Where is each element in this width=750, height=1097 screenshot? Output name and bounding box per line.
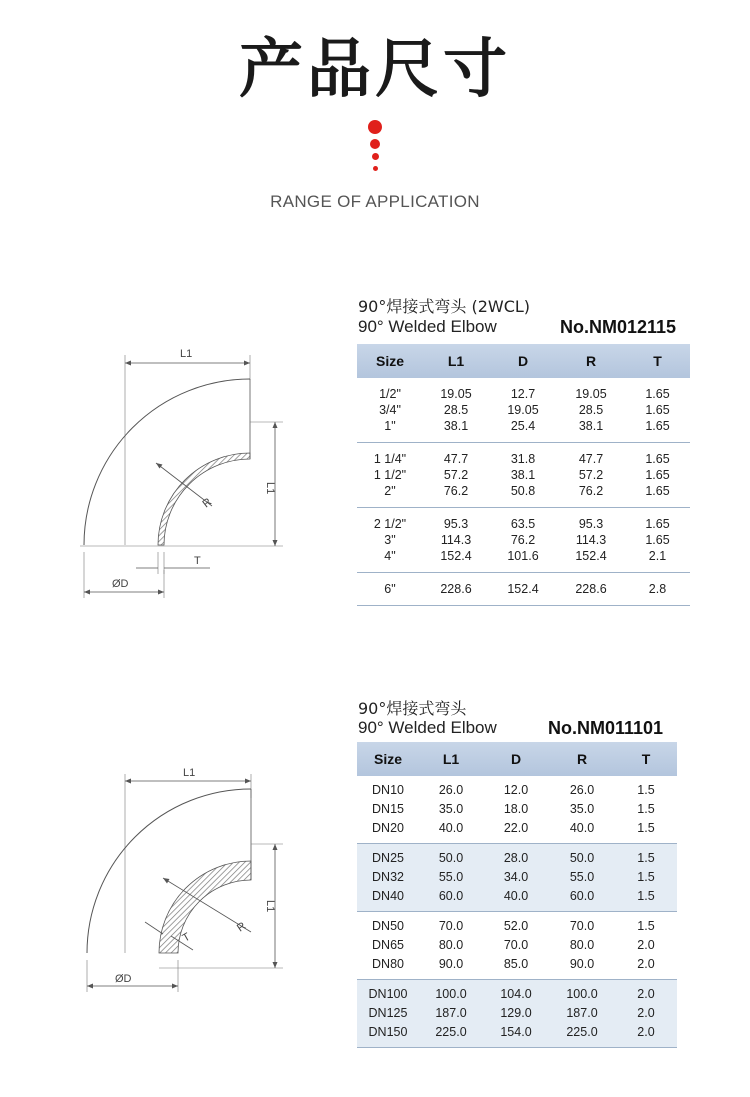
cell-l1: 19.05	[440, 387, 472, 401]
cell-l1: 70.0	[438, 919, 464, 933]
row-group	[357, 508, 690, 573]
table-row	[357, 868, 677, 887]
row-group	[357, 573, 690, 606]
cell-size: DN25	[357, 844, 419, 869]
cell-r: 60.0	[549, 887, 615, 912]
cell-t: 1.65	[645, 468, 670, 482]
cell-r: 19.05	[575, 387, 607, 401]
cell-d: 40.0	[483, 887, 549, 912]
cell-l1: 28.5	[443, 403, 469, 417]
cell-size: DN50	[372, 919, 404, 933]
cell-l1: 80.0	[438, 938, 464, 952]
cell-l1: 95.3	[443, 517, 469, 531]
cell-r: 40.0	[549, 819, 615, 844]
cell-r: 47.7	[578, 452, 604, 466]
cell-d: 34.0	[483, 868, 549, 887]
cell-t: 1.5	[637, 919, 655, 933]
table-row	[357, 819, 677, 844]
cell-d: 52.0	[503, 919, 529, 933]
cell-size: 1 1/4"	[373, 452, 407, 466]
cell-l1: 40.0	[419, 819, 483, 844]
cell-size: DN150	[357, 1023, 419, 1048]
cell-size: 4"	[357, 548, 423, 573]
column-header-d: D	[489, 344, 557, 378]
cell-t: 1.65	[625, 483, 690, 508]
label-radius: R	[200, 496, 215, 511]
cell-t: 1.65	[645, 403, 670, 417]
cell-l1: 76.2	[423, 483, 489, 508]
cell-l1: 228.6	[423, 573, 489, 606]
cell-t: 1.5	[615, 868, 677, 887]
cell-t: 2.0	[615, 1023, 677, 1048]
cell-size: 3/4"	[379, 403, 401, 417]
product-1-number: No.NM012115	[560, 317, 677, 337]
cell-d: 12.7	[510, 387, 536, 401]
label-diameter: ØD	[115, 973, 132, 985]
cell-d: 28.0	[483, 844, 549, 869]
table-row	[357, 1023, 677, 1048]
cell-t: 1.65	[645, 452, 670, 466]
cell-d: 154.0	[483, 1023, 549, 1048]
cell-t: 1.5	[615, 819, 677, 844]
cell-l1: 26.0	[438, 783, 464, 797]
table-row	[357, 402, 690, 418]
cell-r: 228.6	[557, 573, 625, 606]
cell-d: 76.2	[510, 533, 536, 547]
cell-size: DN125	[357, 1004, 419, 1023]
table-row	[357, 955, 677, 980]
cell-size: DN65	[372, 938, 404, 952]
label-l1-top: L1	[180, 348, 193, 360]
column-header-size: Size	[357, 344, 423, 378]
cell-size: DN100	[357, 980, 419, 1005]
row-group	[357, 776, 677, 844]
cell-r: 152.4	[557, 548, 625, 573]
cell-l1: 100.0	[419, 980, 483, 1005]
table-row	[357, 573, 690, 606]
cell-size: 3"	[384, 533, 396, 547]
page-title: 产品尺寸	[239, 33, 511, 107]
row-group	[357, 378, 690, 443]
cell-r: 55.0	[549, 868, 615, 887]
cell-d: 18.0	[503, 802, 529, 816]
product-1-heading-en: 90° Welded Elbow	[358, 317, 497, 336]
table-row	[357, 508, 690, 533]
table-header-row	[357, 344, 690, 378]
cell-t: 1.5	[637, 783, 655, 797]
cell-size: 1"	[357, 418, 423, 443]
column-header-t: T	[615, 742, 677, 776]
cell-r: 100.0	[549, 980, 615, 1005]
cell-size: 1/2"	[379, 387, 401, 401]
row-group	[357, 912, 677, 980]
cell-size: DN10	[372, 783, 404, 797]
row-group	[357, 443, 690, 508]
cell-t: 2.0	[615, 980, 677, 1005]
cell-l1: 90.0	[419, 955, 483, 980]
cell-r: 26.0	[569, 783, 595, 797]
cell-l1: 38.1	[423, 418, 489, 443]
cell-l1: 47.7	[443, 452, 469, 466]
label-l1-side: L1	[264, 900, 276, 913]
table-row	[357, 800, 677, 819]
cell-r: 90.0	[549, 955, 615, 980]
cell-r: 28.5	[578, 403, 604, 417]
cell-r: 95.3	[578, 517, 604, 531]
column-header-l1: L1	[419, 742, 483, 776]
label-thickness: T	[194, 555, 201, 567]
cell-l1: 55.0	[419, 868, 483, 887]
cell-size: 6"	[357, 573, 423, 606]
table-row	[357, 443, 690, 468]
cell-d: 152.4	[489, 573, 557, 606]
table-header-row	[357, 742, 677, 776]
cell-size: DN80	[357, 955, 419, 980]
product-2-spec-table	[357, 742, 677, 1048]
cell-size: 2 1/2"	[373, 517, 407, 531]
product-2-number: No.NM011101	[548, 718, 664, 738]
label-thickness: T	[180, 930, 193, 945]
cell-r: 187.0	[549, 1004, 615, 1023]
column-header-r: R	[557, 344, 625, 378]
product-1-spec-table	[357, 344, 690, 606]
column-header-r: R	[549, 742, 615, 776]
column-header-l1: L1	[423, 344, 489, 378]
cell-r: 38.1	[557, 418, 625, 443]
cell-d: 22.0	[483, 819, 549, 844]
cell-d: 85.0	[483, 955, 549, 980]
column-header-d: D	[483, 742, 549, 776]
cell-t: 2.0	[615, 955, 677, 980]
cell-t: 1.65	[645, 517, 670, 531]
cell-l1: 152.4	[423, 548, 489, 573]
label-diameter: ØD	[112, 578, 129, 590]
table-row	[357, 378, 690, 402]
cell-t: 2.0	[637, 938, 655, 952]
cell-t: 2.0	[615, 1004, 677, 1023]
dot-large	[368, 120, 382, 134]
elbow-diagram-1	[70, 330, 310, 610]
cell-t: 1.65	[645, 533, 670, 547]
table-row	[357, 776, 677, 800]
cell-l1: 114.3	[440, 533, 472, 547]
cell-r: 225.0	[549, 1023, 615, 1048]
cell-d: 12.0	[503, 783, 529, 797]
cell-size: DN20	[357, 819, 419, 844]
page-subtitle: RANGE OF APPLICATION	[270, 192, 480, 211]
cell-l1: 187.0	[419, 1004, 483, 1023]
cell-t: 2.8	[625, 573, 690, 606]
cell-d: 70.0	[503, 938, 529, 952]
cell-l1: 35.0	[438, 802, 464, 816]
cell-d: 63.5	[510, 517, 536, 531]
dot-tiny	[373, 166, 378, 171]
cell-size: 1 1/2"	[373, 468, 407, 482]
product-1-heading-cn: 90°焊接式弯头 (2WCL)	[358, 297, 531, 316]
dot-small	[372, 153, 379, 160]
table-row	[357, 912, 677, 937]
cell-t: 1.65	[645, 387, 670, 401]
table-row	[357, 844, 677, 869]
label-radius: R	[234, 920, 249, 935]
product-2-heading-en: 90° Welded Elbow	[358, 718, 497, 737]
cell-t: 1.5	[615, 844, 677, 869]
dot-medium	[370, 139, 380, 149]
row-group	[357, 980, 677, 1048]
cell-d: 101.6	[489, 548, 557, 573]
cell-d: 129.0	[483, 1004, 549, 1023]
cell-r: 80.0	[569, 938, 595, 952]
table-row	[357, 532, 690, 548]
cell-t: 2.1	[625, 548, 690, 573]
table-row	[357, 548, 690, 573]
table-row	[357, 467, 690, 483]
cell-l1: 60.0	[419, 887, 483, 912]
table-row	[357, 936, 677, 955]
cell-l1: 50.0	[419, 844, 483, 869]
cell-t: 1.65	[625, 418, 690, 443]
cell-d: 31.8	[510, 452, 536, 466]
cell-r: 114.3	[575, 533, 607, 547]
column-header-size: Size	[357, 742, 419, 776]
table-row	[357, 887, 677, 912]
decorative-dots	[367, 120, 383, 180]
cell-t: 1.5	[615, 887, 677, 912]
table-row	[357, 483, 690, 508]
cell-r: 50.0	[549, 844, 615, 869]
cell-d: 104.0	[483, 980, 549, 1005]
row-group	[357, 844, 677, 912]
cell-d: 38.1	[510, 468, 536, 482]
table-row	[357, 1004, 677, 1023]
label-l1-side: L1	[264, 482, 276, 495]
cell-l1: 57.2	[443, 468, 469, 482]
cell-size: DN32	[357, 868, 419, 887]
cell-r: 70.0	[569, 919, 595, 933]
table-row	[357, 980, 677, 1005]
cell-d: 19.05	[507, 403, 539, 417]
elbow-diagram-2	[75, 760, 315, 1000]
column-header-t: T	[625, 344, 690, 378]
cell-size: DN40	[357, 887, 419, 912]
cell-l1: 225.0	[419, 1023, 483, 1048]
cell-r: 57.2	[578, 468, 604, 482]
label-l1-top: L1	[183, 767, 196, 779]
cell-r: 35.0	[569, 802, 595, 816]
cell-d: 50.8	[489, 483, 557, 508]
cell-size: DN15	[372, 802, 404, 816]
cell-d: 25.4	[489, 418, 557, 443]
product-2-heading-cn: 90°焊接式弯头	[358, 699, 467, 718]
cell-t: 1.5	[637, 802, 655, 816]
table-row	[357, 418, 690, 443]
cell-r: 76.2	[557, 483, 625, 508]
cell-size: 2"	[357, 483, 423, 508]
